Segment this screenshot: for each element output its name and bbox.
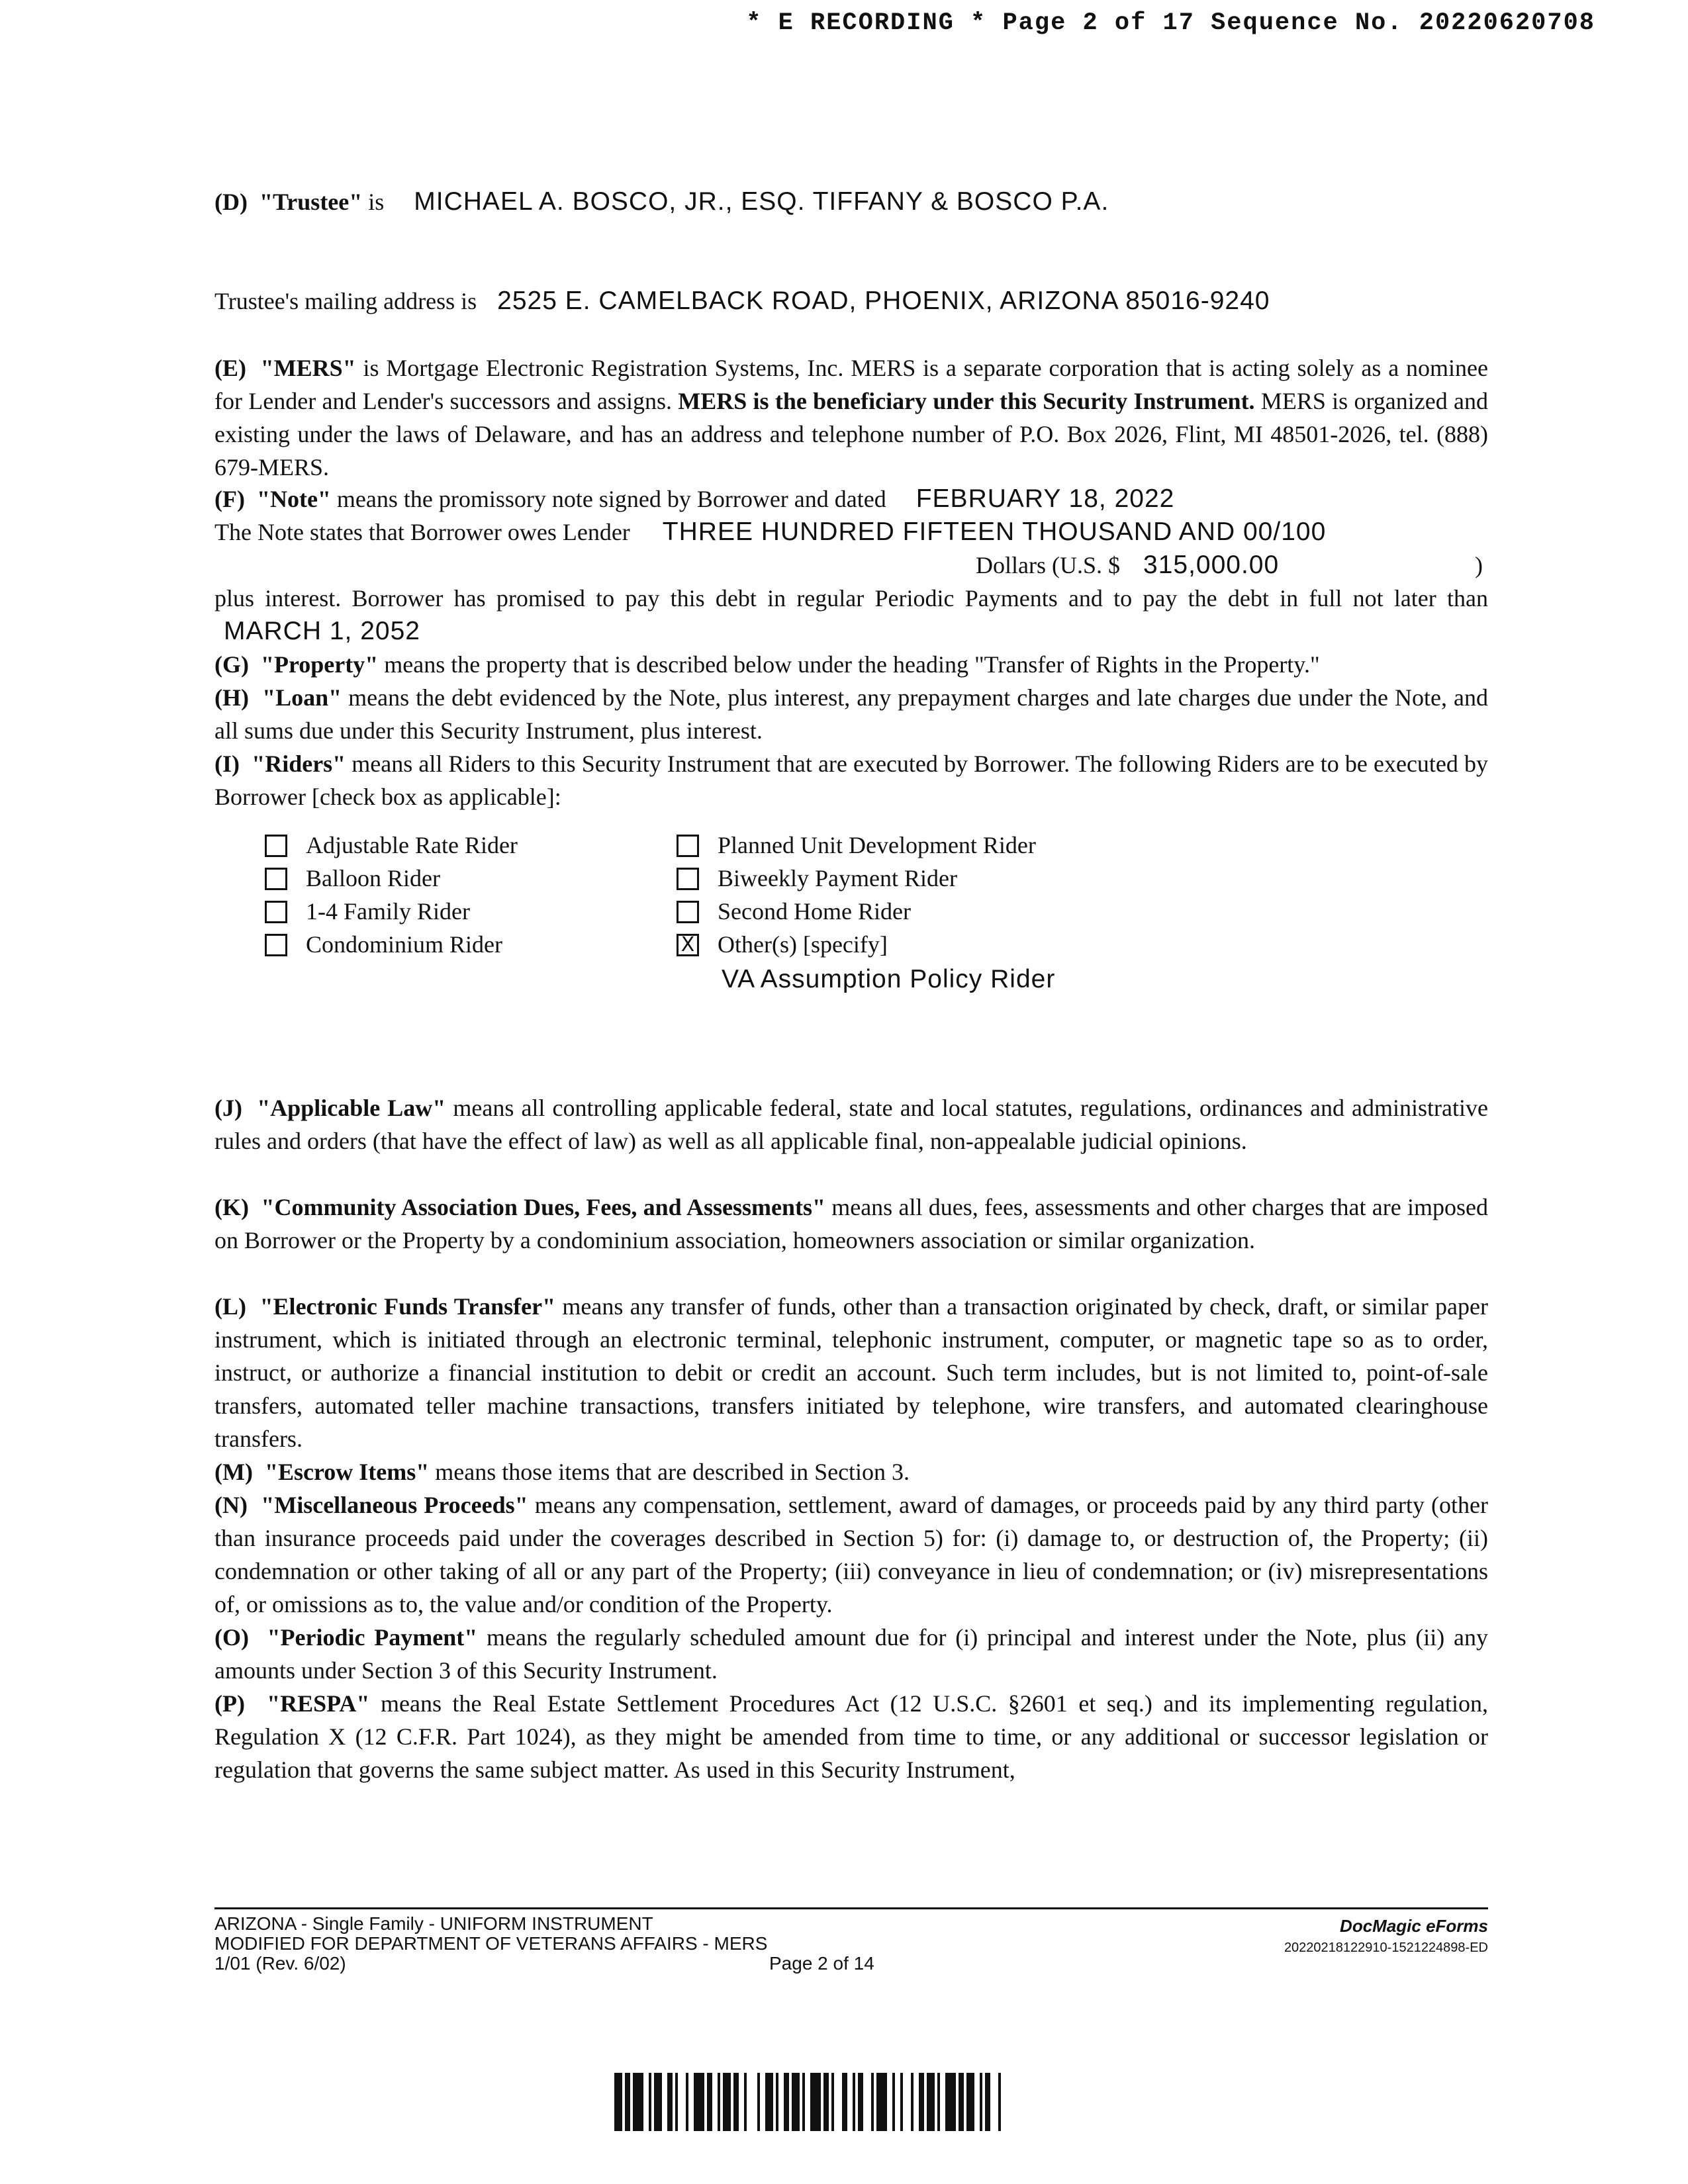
barcode-bar <box>966 2073 974 2131</box>
barcode-bar <box>810 2073 821 2131</box>
rider-checkbox[interactable] <box>265 901 287 923</box>
barcode-bar <box>614 2073 622 2131</box>
barcode-bar <box>919 2073 924 2131</box>
applicable-law-prefix: (J) <box>214 1095 242 1121</box>
rider-label: Other(s) [specify] <box>718 931 888 958</box>
barcode-bar <box>876 2073 887 2131</box>
rider-second-home[interactable] <box>677 897 911 925</box>
barcode-bar <box>805 2073 810 2131</box>
barcode-bar <box>654 2073 662 2131</box>
rider-label: Biweekly Payment Rider <box>718 865 957 891</box>
footer-line-3: 1/01 (Rev. 6/02) <box>214 1953 346 1974</box>
misc-text: means any compensation, settlement, award of damages, or proceeds paid by any third party (other than insurance proceeds paid under the coverages described in Section 5) for: (i) damage to, or destruction of, the Property; (ii) condemnation or other taking of all or any part of the Property; (iii) conveyance in lieu of condemnation; or (iv) misrepresentations of, or omissions as to, the value and/or condition of the Property. <box>214 1492 1489 1617</box>
rider-label: Second Home Rider <box>718 898 911 925</box>
barcode-bar <box>792 2073 800 2131</box>
rider-checkbox[interactable] <box>265 934 287 956</box>
barcode-bar <box>959 2073 964 2131</box>
trustee-address: 2525 E. CAMELBACK ROAD, PHOENIX, ARIZONA 85016-9240 <box>497 287 1270 315</box>
barcode-bar <box>662 2073 667 2131</box>
footer-line-2: MODIFIED FOR DEPARTMENT OF VETERANS AFFAIRS - MERS <box>214 1933 768 1954</box>
barcode-bar <box>784 2073 789 2131</box>
respa-prefix: (P) <box>214 1690 245 1717</box>
barcode-bar <box>747 2073 757 2131</box>
barcode-bar <box>1001 2073 1006 2131</box>
barcode-bar <box>858 2073 863 2131</box>
footer-page-number: Page 2 of 14 <box>769 1953 874 1974</box>
rider-1-4-family[interactable] <box>265 897 470 925</box>
note-label: "Note" <box>256 486 331 512</box>
barcode-bar <box>739 2073 744 2131</box>
escrow-prefix: (M) <box>214 1459 253 1485</box>
barcode-bar <box>643 2073 649 2131</box>
misc-prefix: (N) <box>214 1492 248 1518</box>
mers-paragraph <box>214 351 1488 484</box>
barcode-bar <box>940 2073 945 2131</box>
rider-other-specified: VA Assumption Policy Rider <box>722 965 1056 993</box>
eft-prefix: (L) <box>214 1293 246 1320</box>
rider-other[interactable] <box>677 931 888 958</box>
rider-label: Balloon Rider <box>306 865 440 891</box>
barcode-bar <box>778 2073 784 2131</box>
barcode-bar <box>823 2073 829 2131</box>
rider-checkbox[interactable] <box>265 835 287 857</box>
rider-label: Condominium Rider <box>306 931 502 958</box>
eft-label: "Electronic Funds Transfer" <box>259 1293 556 1320</box>
rider-condominium[interactable] <box>265 931 502 958</box>
rider-checkbox[interactable] <box>677 901 699 923</box>
escrow-label: "Escrow Items" <box>264 1459 430 1485</box>
property-text: means the property that is described below under the heading "Transfer of Rights in the Property." <box>378 651 1320 678</box>
escrow-paragraph <box>214 1455 1488 1488</box>
note-dollars-label: Dollars (U.S. $ <box>976 552 1120 578</box>
barcode-bar <box>723 2073 731 2131</box>
barcode-bar <box>974 2073 980 2131</box>
trustee-label: "Trustee" <box>259 189 363 215</box>
community-dues-paragraph <box>214 1191 1488 1257</box>
community-prefix: (K) <box>214 1194 249 1220</box>
riders-paragraph <box>214 747 1488 813</box>
note-amount: 315,000.00 <box>1143 551 1280 579</box>
rider-biweekly-payment[interactable] <box>677 864 957 892</box>
rider-checkbox[interactable] <box>265 868 287 890</box>
barcode-bar <box>985 2073 990 2131</box>
trustee-prefix: (D) <box>214 189 248 215</box>
note-dollars-line <box>976 549 1279 582</box>
periodic-text: means the regularly scheduled amount due for (i) principal and interest under the Note, plus (ii) any amounts under Section 3 of this Security Instrument. <box>214 1624 1488 1684</box>
barcode-bar <box>633 2073 643 2131</box>
community-label: "Community Association Dues, Fees, and Assessments" <box>261 1194 825 1220</box>
barcode-bar <box>927 2073 935 2131</box>
escrow-text: means those items that are described in Section 3. <box>429 1459 910 1485</box>
note-plus-paragraph <box>214 582 1488 648</box>
barcode-bar <box>847 2073 853 2131</box>
misc-label: "Miscellaneous Proceeds" <box>261 1492 528 1518</box>
loan-label: "Loan" <box>262 684 342 711</box>
trustee-is: is <box>368 189 385 215</box>
loan-text: means the debt evidenced by the Note, plus interest, any prepayment charges and late charges due under the Note, and all sums due under this Security Instrument, plus interest. <box>214 684 1489 744</box>
barcode-bar <box>887 2073 892 2131</box>
barcode-bar <box>990 2073 998 2131</box>
barcode-bar <box>688 2073 694 2131</box>
barcode-bar <box>834 2073 842 2131</box>
eft-text: means any transfer of funds, other than a transaction originated by check, draft, or similar paper instrument, which is initiated through an electronic terminal, telephonic instrument, computer, or magnetic tape so as to order, instruct, or authorize a financial institution to debit or credit an account. Such term includes, but is not limited to, point-of-sale transfers, automated teller machine transactions, transfers initiated by telephone, wire transfers, and automated clearinghouse transfers. <box>214 1293 1489 1452</box>
barcode-bar <box>863 2073 871 2131</box>
riders-label: "Riders" <box>252 751 346 777</box>
periodic-payment-paragraph <box>214 1621 1488 1687</box>
rider-adjustable-rate[interactable] <box>265 831 518 859</box>
trustee-address-label: Trustee's mailing address is <box>214 288 477 314</box>
barcode-bar <box>842 2073 847 2131</box>
loan-paragraph <box>214 681 1488 747</box>
property-label: "Property" <box>260 651 379 678</box>
note-line <box>214 482 1174 516</box>
trustee-line <box>214 185 1109 218</box>
barcode-bar <box>903 2073 911 2131</box>
note-text: means the promissory note signed by Borrower and dated <box>336 486 886 512</box>
barcode-bar <box>765 2073 773 2131</box>
riders-prefix: (I) <box>214 751 240 777</box>
footer-line-1: ARIZONA - Single Family - UNIFORM INSTRUMENT <box>214 1913 653 1934</box>
property-prefix: (G) <box>214 651 249 678</box>
rider-label: 1-4 Family Rider <box>306 898 470 925</box>
barcode-bar <box>895 2073 900 2131</box>
note-owes-line <box>214 516 1326 549</box>
applicable-law-label: "Applicable Law" <box>257 1095 446 1121</box>
note-date: FEBRUARY 18, 2022 <box>915 484 1175 513</box>
eft-paragraph <box>214 1290 1488 1455</box>
loan-prefix: (H) <box>214 684 249 711</box>
periodic-label: "Periodic Payment" <box>267 1624 478 1651</box>
rider-checkbox-checked[interactable]: X <box>677 934 699 956</box>
misc-proceeds-paragraph <box>214 1488 1488 1621</box>
respa-text: means the Real Estate Settlement Procedures Act (12 U.S.C. §2601 et seq.) and its implementing regulation, Regulation X (12 C.F.R. Part 1024), as they might be amended from time to time, or any additional or successor legislation or regulation that governs the same subject matter. As used in this Security Instrument, <box>214 1690 1489 1783</box>
rider-label: Planned Unit Development Rider <box>718 832 1036 858</box>
mers-text-2: MERS is organized and existing under the laws of Delaware, and has an address and telephone number of P.O. Box 2026, Flint, MI 48501-2026, tel. (888) 679-MERS. <box>214 388 1488 480</box>
barcode-bar <box>707 2073 712 2131</box>
barcode-bar <box>945 2073 956 2131</box>
respa-label: "RESPA" <box>267 1690 370 1717</box>
respa-paragraph <box>214 1687 1488 1786</box>
note-close-paren: ) <box>1475 552 1483 578</box>
note-plus-text: plus interest. Borrower has promised to pay this debt in regular Periodic Payments and to pay the debt in full not later than <box>214 585 1488 612</box>
barcode-bar <box>678 2073 686 2131</box>
rider-checkbox[interactable] <box>677 835 699 857</box>
note-amount-words: THREE HUNDRED FIFTEEN THOUSAND AND 00/100 <box>662 518 1327 546</box>
applicable-law-text: means all controlling applicable federal, state and local statutes, regulations, ordinances and administrative rules and orders (that have the effect of law) as well as all applicable final, non-appealable judicial opinions. <box>214 1095 1489 1154</box>
rider-balloon[interactable] <box>265 864 440 892</box>
periodic-prefix: (O) <box>214 1624 249 1651</box>
note-maturity-date: MARCH 1, 2052 <box>224 617 420 645</box>
barcode-bar <box>733 2073 739 2131</box>
barcode-bar <box>914 2073 919 2131</box>
applicable-law-paragraph <box>214 1091 1488 1158</box>
trustee-address-line <box>214 285 1270 318</box>
mers-prefix: (E) <box>214 355 246 381</box>
community-text: means all dues, fees, assessments and other charges that are imposed on Borrower or the Property by a condominium association, homeowners association or similar organization. <box>214 1194 1489 1253</box>
barcode <box>614 2073 1078 2131</box>
barcode-bar <box>760 2073 765 2131</box>
recording-header: * E RECORDING * Page 2 of 17 Sequence No. 20220620708 <box>746 9 1595 37</box>
barcode-bar <box>625 2073 630 2131</box>
docmagic-logo: DocMagic eForms <box>1340 1916 1488 1936</box>
riders-text: means all Riders to this Security Instrument that are executed by Borrower. The following Riders are to be executed by Borrower [check box as applicable]: <box>214 751 1488 810</box>
mers-bold-text: MERS is the beneficiary under this Security Instrument. <box>678 388 1255 414</box>
note-prefix: (F) <box>214 486 245 512</box>
footer-document-id: 20220218122910-1521224898-ED <box>1284 1940 1488 1955</box>
barcode-bar <box>667 2073 673 2131</box>
note-owes-text: The Note states that Borrower owes Lender <box>214 519 630 545</box>
footer-rule <box>214 1907 1488 1909</box>
rider-planned-unit-development[interactable] <box>677 831 1036 859</box>
rider-checkbox[interactable] <box>677 868 699 890</box>
trustee-name: MICHAEL A. BOSCO, JR., ESQ. TIFFANY & BOSCO P.A. <box>414 187 1109 216</box>
property-paragraph <box>214 648 1320 681</box>
mers-text-1: is Mortgage Electronic Registration Systems, Inc. MERS is a separate corporation that is acting solely as a nominee for Lender and Lender's successors and assigns. <box>214 355 1488 414</box>
barcode-bar <box>712 2073 718 2131</box>
mers-label: "MERS" <box>260 355 356 381</box>
barcode-bar <box>694 2073 704 2131</box>
rider-label: Adjustable Rate Rider <box>306 832 518 858</box>
